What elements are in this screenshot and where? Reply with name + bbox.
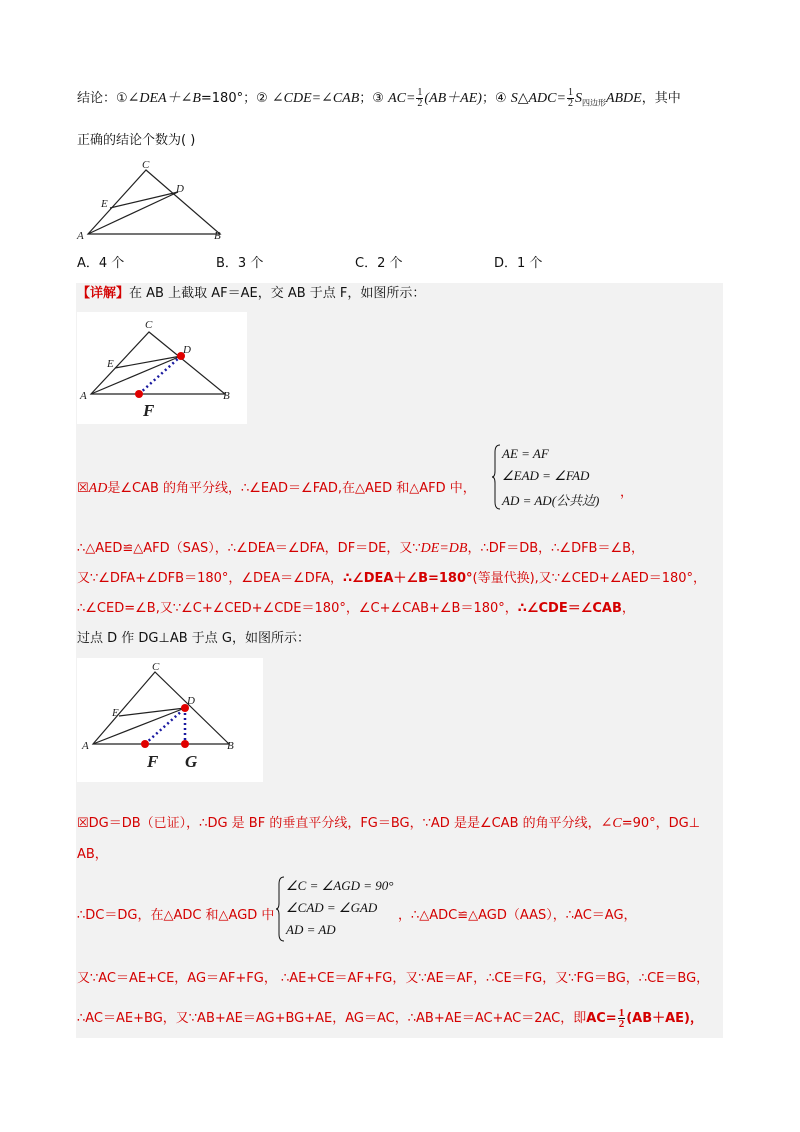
option-c[interactable]: C．2 个: [355, 256, 403, 271]
q-prefix: 结论：①: [77, 91, 128, 106]
fig1-label-a: A: [77, 230, 84, 242]
q-c4-frac: $\frac{1}{2}$: [567, 87, 573, 109]
solution-figure-1: [77, 312, 247, 424]
question-line2: 正确的结论个数为( ): [77, 133, 196, 148]
sys1-row-2: ∠EAD = ∠FAD: [502, 468, 590, 483]
q-c4-sub: 四边形: [581, 98, 606, 108]
fig2-label-b: B: [223, 390, 230, 402]
fig2-label-d: D: [183, 344, 191, 356]
s2: 是∠CAB 的角平分线，∴∠EAD＝∠FAD,在△AED 和△AFD 中，: [107, 481, 476, 496]
q-c2: ∠CDE=∠CAB: [271, 91, 360, 106]
q-c3b: (AB＋AE): [424, 91, 482, 106]
fig1-label-e: E: [101, 198, 108, 210]
solution-line7b: AB，: [77, 847, 108, 862]
sys1-end: ，: [620, 485, 634, 500]
fig2-label-a: A: [80, 390, 87, 402]
q-c4b: S: [574, 91, 582, 106]
s10-a: ∴AC＝AE+BG，又∵AB+AE＝AG+BG+AE，AG＝AC，∴AB+AE＝AC+AC＝2AC，即: [77, 1011, 587, 1026]
fig3-label-b: B: [227, 740, 234, 752]
s4-bold: ∴∠DEA＋∠B=180°: [343, 571, 473, 586]
equation-system-2: [276, 876, 416, 944]
solution-line6: 过点 D 作 DG⊥AB 于点 G，如图所示：: [77, 631, 310, 646]
solution-line1: [77, 285, 425, 303]
option-a[interactable]: A．4 个: [77, 256, 125, 271]
fig1-label-d: D: [176, 183, 184, 195]
q-c4c: ABDE: [605, 91, 642, 106]
solution-line8a: ∴DC＝DG，在△ADC 和△AGD 中: [77, 908, 275, 923]
s7-b: =90°，DG⊥: [621, 816, 701, 831]
question-conclusions: [77, 88, 681, 113]
q-c4-end: ，其中: [641, 91, 681, 106]
s7-c: ∠C: [600, 816, 622, 831]
option-b[interactable]: B．3 个: [216, 256, 264, 271]
fig3-label-g: G: [185, 752, 198, 771]
solution-line9: 又∵AC＝AE+CE，AG＝AF+FG， ∴AE+CE＝AF+FG，又∵AE＝AF，∴CE＝FG，又∵FG＝BG，∴CE＝BG，: [77, 971, 710, 986]
s10-frac: $\frac{1}{2}$: [618, 1007, 625, 1030]
solution-line8b: ，∴△ADC≌△AGD（AAS），∴AC＝AG，: [398, 908, 637, 923]
s10-end: ，: [690, 1011, 704, 1026]
s7-a: DG＝DB（已证），∴DG 是 BF 的垂直平分线，FG＝BG，∵AD 是是∠CAB 的角平分线，: [88, 816, 601, 831]
solution-line4: [77, 570, 706, 588]
s4-b: (等量代换),又∵∠CED+∠AED＝180°，: [472, 571, 707, 586]
solution-line3: [77, 540, 644, 558]
q-c4a: S△ADC=: [510, 91, 566, 106]
s5-bold: ∴∠CDE＝∠CAB: [517, 601, 622, 616]
s5-end: ，: [621, 601, 635, 616]
solution-figure-2: [77, 658, 263, 782]
q-c2-end: ；③: [359, 91, 384, 106]
fig1-label-c: C: [142, 159, 150, 171]
fig3-label-d: D: [187, 695, 195, 707]
question-figure: [72, 158, 232, 243]
s3-b: ，∴DF＝DB，∴∠DFB＝∠B，: [467, 541, 645, 556]
sys2-row-2: ∠CAD = ∠GAD: [286, 900, 378, 915]
s3: ∴△AED≌△AFD（SAS），∴∠DEA＝∠DFA，DF＝DE，又∵: [77, 541, 421, 556]
solution-line7: [77, 815, 700, 833]
sys2-row-1: ∠C = ∠AGD = 90°: [286, 878, 394, 893]
s10-bold1: AC=: [586, 1011, 617, 1026]
q-c1: ∠DEA＋∠B: [127, 91, 201, 106]
fig2-label-f: F: [143, 401, 155, 420]
sys1-row-1: AE = AF: [502, 446, 549, 461]
fig1-label-b: B: [214, 230, 221, 242]
s1: 在 AB 上截取 AF＝AE，交 AB 于点 F，如图所示：: [129, 286, 426, 301]
s10-bold2: (AB＋AE): [626, 1011, 690, 1026]
s5-a: ∴∠CED=∠B,又∵∠C+∠CED+∠CDE＝180°，∠C+∠CAB+∠B＝180°，: [77, 601, 518, 616]
solution-line10: [77, 1008, 703, 1029]
fig2-label-c: C: [145, 319, 153, 331]
solution-line5: [77, 600, 635, 618]
sys1-row-3: AD = AD(公共边): [502, 493, 600, 508]
q-c3-frac: $\frac{1}{2}$: [417, 87, 423, 109]
fig3-label-c: C: [152, 661, 160, 673]
q-c1-val: =180°；②: [200, 91, 268, 106]
doc-symbol-1: ☒: [77, 481, 89, 496]
solution-line2: [77, 480, 476, 498]
solution-tag: 【详解】: [77, 286, 130, 301]
fig3-label-e: E: [112, 707, 119, 719]
s4-a: 又∵∠DFA+∠DFB＝180°，∠DEA＝∠DFA，: [77, 571, 343, 586]
q-c3-end: ；④: [481, 91, 507, 106]
s3-it: DE=DB: [420, 541, 468, 556]
equation-system-1: [492, 444, 632, 512]
fig3-label-f: F: [147, 752, 159, 771]
s2-ad: AD: [88, 481, 108, 496]
sys2-row-3: AD = AD: [286, 922, 336, 937]
option-d[interactable]: D．1 个: [494, 256, 543, 271]
fig2-label-e: E: [107, 358, 114, 370]
q-c3a: AC=: [388, 91, 416, 106]
doc-symbol-2: ☒: [77, 816, 89, 831]
fig3-label-a: A: [82, 740, 89, 752]
